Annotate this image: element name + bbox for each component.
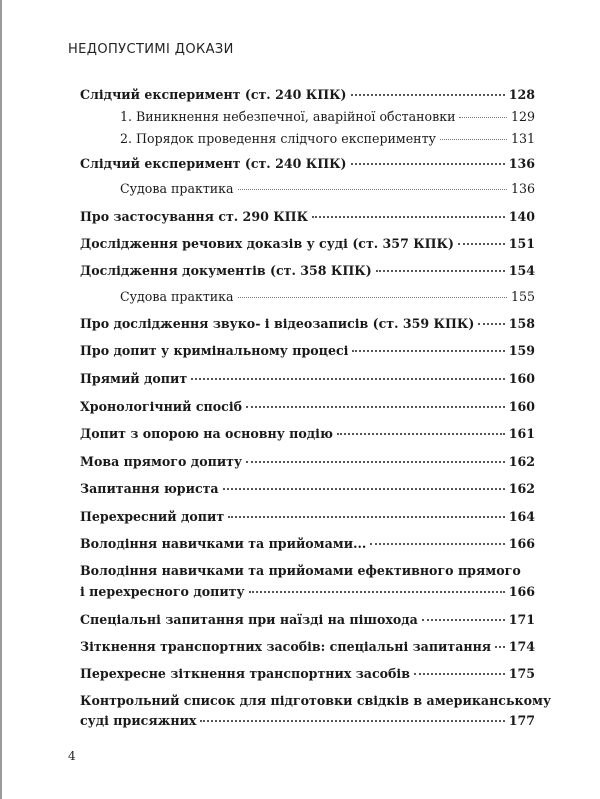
toc-entry-page: 177 <box>508 713 535 728</box>
toc-entry-title: Судова практика <box>120 289 234 304</box>
dot-leader <box>458 242 505 245</box>
toc-entry-title: суді присяжних <box>80 713 197 728</box>
toc-subentry[interactable] <box>120 287 535 307</box>
toc-entry-page: 166 <box>508 584 535 599</box>
toc-entry-page: 160 <box>508 371 535 386</box>
toc-entry[interactable] <box>80 424 535 444</box>
toc-entry-title: Дослідження документів (ст. 358 КПК) <box>80 263 372 278</box>
toc-entry-title: 2. Порядок проведення слідчого експерименту <box>120 131 436 146</box>
toc-entry-page: 128 <box>508 87 535 102</box>
dot-leader <box>200 719 504 722</box>
toc-entry[interactable] <box>80 534 535 554</box>
dot-leader <box>351 162 505 165</box>
toc-entry-page: 151 <box>508 236 535 251</box>
toc-entry-title: Перехресний допит <box>80 509 225 524</box>
toc-entry-title: Перехресне зіткнення транспортних засобів <box>80 666 410 681</box>
dot-leader <box>246 460 505 463</box>
toc-entry-page: 164 <box>508 509 535 524</box>
dot-leader <box>351 93 505 96</box>
toc-entry-title: Прямий допит <box>80 371 188 386</box>
toc-entry-title: Про допит у кримінальному процесі <box>80 343 349 358</box>
toc-entry-page: 158 <box>508 316 535 331</box>
toc-entry-title: Спеціальні запитання при наїзді на пішохода <box>80 612 418 627</box>
toc-entry[interactable] <box>80 234 535 254</box>
toc-entry-page: 160 <box>508 399 535 414</box>
toc-entry[interactable] <box>80 610 535 630</box>
toc-subentry[interactable] <box>120 129 535 149</box>
toc-entry[interactable] <box>80 85 535 105</box>
toc-entry-title: Зіткнення транспортних засобів: спеціальні запитання <box>80 639 492 654</box>
toc-entry[interactable] <box>80 369 535 389</box>
toc-entry-title: Запитання юриста <box>80 481 219 496</box>
dot-leader <box>191 377 505 380</box>
toc-entry[interactable] <box>80 397 535 417</box>
toc-entry-title: 1. Виникнення небезпечної, аварійної обстановки <box>120 109 456 124</box>
toc-entry-page: 136 <box>510 181 535 196</box>
toc-entry-page: 162 <box>508 454 535 469</box>
toc-entry-page: 171 <box>508 612 535 627</box>
toc-entry-page: 159 <box>508 343 535 358</box>
dot-leader <box>376 269 505 272</box>
dot-leader <box>422 618 505 621</box>
dot-leader <box>459 116 506 118</box>
toc-entry-page: 175 <box>508 666 535 681</box>
dot-leader <box>352 349 504 352</box>
toc-entry[interactable] <box>80 507 535 527</box>
toc-entry-title: Дослідження речових доказів у суді (ст. 357 КПК) <box>80 236 454 251</box>
toc-entry-title: Судова практика <box>120 181 234 196</box>
toc-entry-title: Слідчий експеримент (ст. 240 КПК) <box>80 156 347 171</box>
toc-entry-page: 140 <box>508 209 535 224</box>
dot-leader <box>249 590 505 593</box>
toc-entry-title: Слідчий експеримент (ст. 240 КПК) <box>80 87 347 102</box>
toc-entry-page: 174 <box>508 639 535 654</box>
running-head: НЕДОПУСТИМІ ДОКАЗИ <box>68 42 234 57</box>
toc-entry-page: 129 <box>510 109 535 124</box>
toc-entry-title: Допит з опорою на основну подію <box>80 426 333 441</box>
toc-entry[interactable] <box>80 664 535 684</box>
dot-leader <box>228 515 505 518</box>
dot-leader <box>414 672 505 675</box>
toc-entry-title: Мова прямого допиту <box>80 454 243 469</box>
toc-entry-page: 166 <box>508 536 535 551</box>
dot-leader <box>223 487 505 490</box>
toc-entry-title-line1: Володіння навичками та прийомами ефективного прямого <box>80 563 521 578</box>
toc-entry[interactable] <box>80 341 535 361</box>
toc-entry[interactable] <box>80 637 535 657</box>
toc-entry-title: Про дослідження звуко- і відеозаписів (ст. 359 КПК) <box>80 316 475 331</box>
dot-leader <box>495 645 505 648</box>
toc-entry[interactable] <box>80 479 535 499</box>
dot-leader <box>246 405 505 408</box>
toc-entry-page: 154 <box>508 263 535 278</box>
toc-subentry[interactable] <box>120 179 535 199</box>
toc-entry[interactable] <box>80 207 535 227</box>
toc-entry-page: 155 <box>510 289 535 304</box>
dot-leader <box>312 215 505 218</box>
dot-leader <box>238 296 507 298</box>
dot-leader <box>238 188 507 190</box>
toc-entry-title: і перехресного допиту <box>80 584 245 599</box>
page-edge-divider <box>0 0 2 799</box>
toc-subentry[interactable] <box>120 107 535 127</box>
toc-entry[interactable] <box>80 711 535 731</box>
toc-entry[interactable] <box>80 261 535 281</box>
page-number: 4 <box>68 749 76 763</box>
toc-entry-page: 161 <box>508 426 535 441</box>
toc-entry-title: Про застосування ст. 290 КПК <box>80 209 309 224</box>
dot-leader <box>440 138 507 140</box>
dot-leader <box>370 542 504 545</box>
toc-entry[interactable] <box>80 582 535 602</box>
dot-leader <box>337 432 505 435</box>
toc-entry-title: Володіння навичками та прийомами... <box>80 536 367 551</box>
toc-entry[interactable] <box>80 154 535 174</box>
toc-entry-page: 162 <box>508 481 535 496</box>
toc-entry[interactable] <box>80 452 535 472</box>
toc-entry[interactable] <box>80 314 535 334</box>
toc-entry-page: 131 <box>510 131 535 146</box>
toc-entry-title: Хронологічний спосіб <box>80 399 243 414</box>
toc-entry-page: 136 <box>508 156 535 171</box>
dot-leader <box>478 322 504 325</box>
toc-entry-title-line1: Контрольний список для підготовки свідків в американському <box>80 693 552 708</box>
